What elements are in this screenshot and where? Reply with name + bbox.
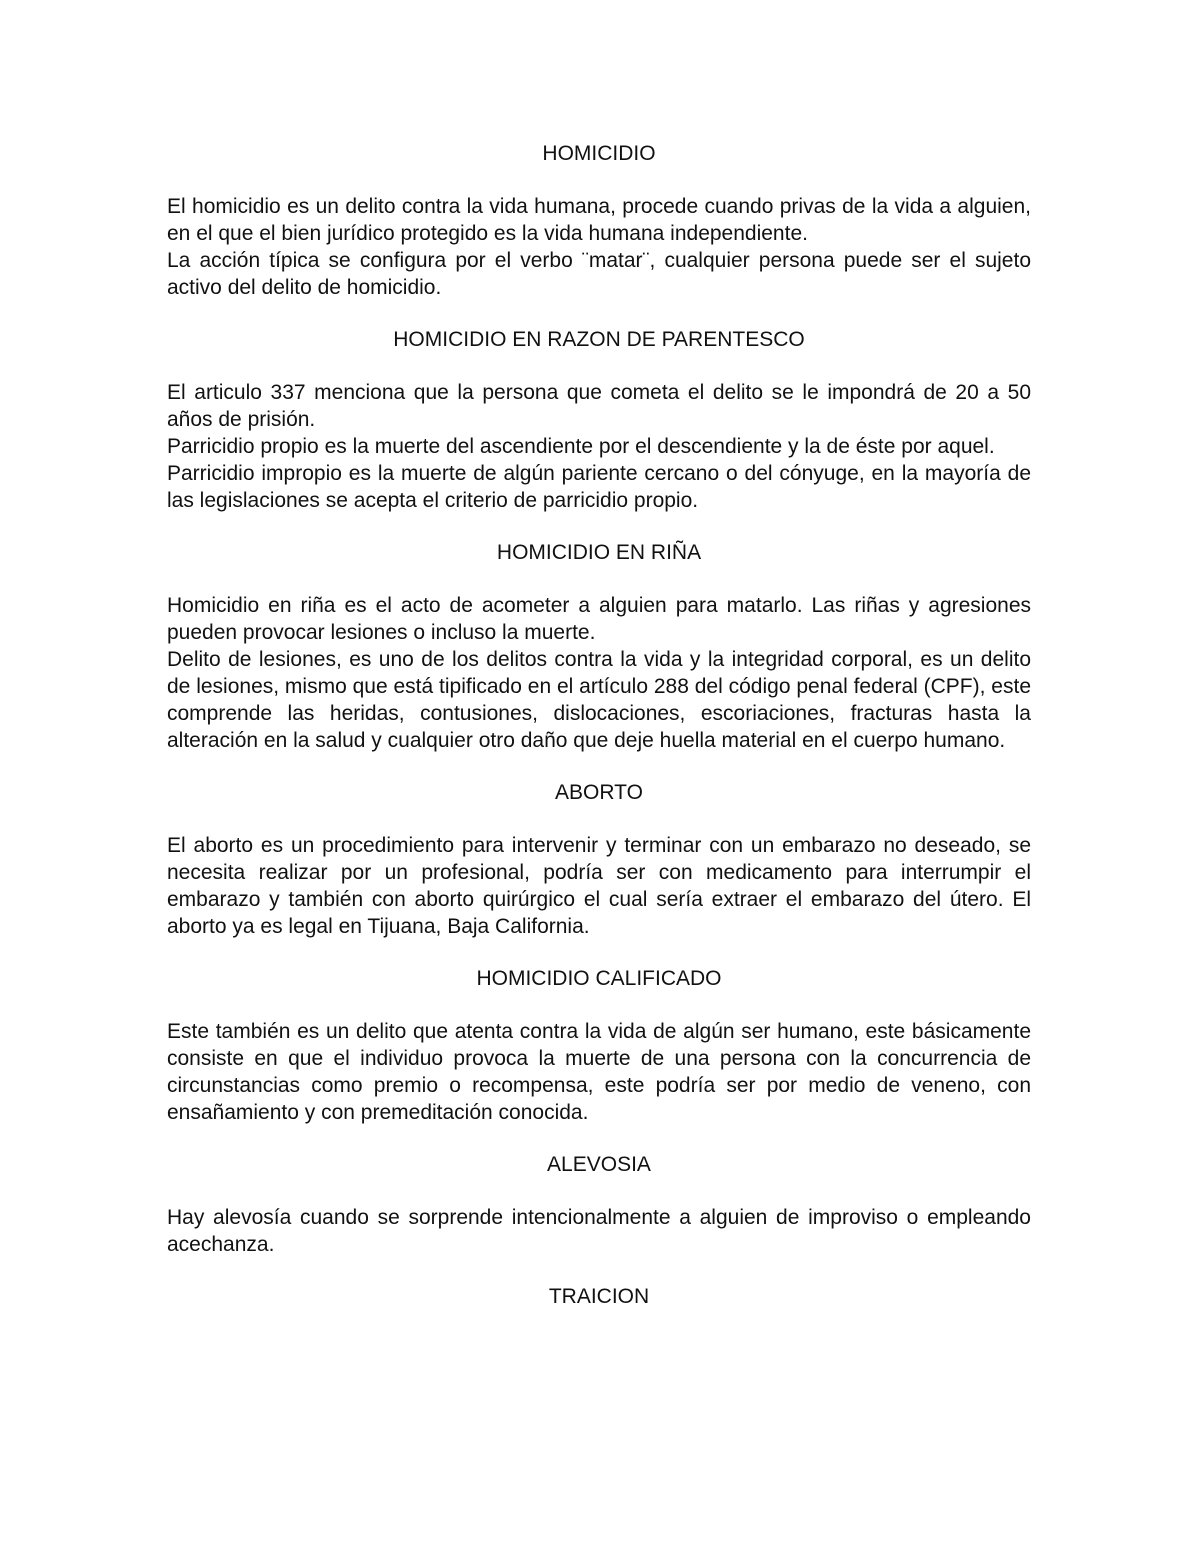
section-heading: HOMICIDIO EN RAZON DE PARENTESCO: [393, 328, 805, 351]
paragraph: El homicidio es un delito contra la vida humana, procede cuando privas de la vida a alguien, en el que el bien jurídico protegido es la vida humana independiente.: [167, 195, 1031, 245]
section-heading: HOMICIDIO EN RIÑA: [496, 541, 702, 564]
section-homicidio: [167, 140, 1031, 301]
section-heading: ALEVOSIA: [547, 1153, 651, 1176]
section-heading: TRAICION: [548, 1285, 650, 1308]
document-page: [167, 140, 1031, 1336]
paragraph: Parricidio propio es la muerte del ascendiente por el descendiente y la de éste por aquel.: [167, 435, 995, 458]
section-heading: HOMICIDIO CALIFICADO: [476, 967, 722, 990]
paragraph: La acción típica se configura por el verbo ¨matar¨, cualquier persona puede ser el sujeto activo del delito de homicidio.: [167, 249, 1031, 299]
paragraph: Hay alevosía cuando se sorprende intencionalmente a alguien de improviso o empleando acechanza.: [167, 1206, 1031, 1256]
section-aborto: [167, 779, 1031, 940]
section-heading: ABORTO: [555, 781, 643, 804]
section-alevosia: [167, 1151, 1031, 1258]
section-homicidio-calificado: [167, 965, 1031, 1126]
paragraph: El aborto es un procedimiento para intervenir y terminar con un embarazo no deseado, se necesita realizar por un profesional, podría ser con medicamento para interrumpir el embarazo y también con aborto quirúrgico el cual sería extraer el embarazo del útero. El aborto ya es legal en Tijuana, Baja California.: [167, 834, 1031, 938]
paragraph: Este también es un delito que atenta contra la vida de algún ser humano, este básicamente consiste en que el individuo provoca la muerte de una persona con la concurrencia de circunstancias como premio o recompensa, este podría ser por medio de veneno, con ensañamiento y con premeditación conocida.: [167, 1020, 1031, 1124]
section-homicidio-rina: [167, 539, 1031, 754]
section-traicion: [167, 1283, 1031, 1310]
paragraph: El articulo 337 menciona que la persona que cometa el delito se le impondrá de 20 a 50 años de prisión.: [167, 381, 1031, 431]
paragraph: Delito de lesiones, es uno de los delitos contra la vida y la integridad corporal, es un delito de lesiones, mismo que está tipificado en el artículo 288 del código penal federal (CPF), este comprende las heridas, contusiones, dislocaciones, escoriaciones, fracturas hasta la alteración en la salud y cualquier otro daño que deje huella material en el cuerpo humano.: [167, 648, 1031, 752]
paragraph: Homicidio en riña es el acto de acometer a alguien para matarlo. Las riñas y agresiones pueden provocar lesiones o incluso la muerte.: [167, 594, 1031, 644]
section-heading: HOMICIDIO: [542, 142, 656, 165]
paragraph: Parricidio impropio es la muerte de algún pariente cercano o del cónyuge, en la mayoría de las legislaciones se acepta el criterio de parricidio propio.: [167, 462, 1031, 512]
section-homicidio-parentesco: [167, 326, 1031, 514]
